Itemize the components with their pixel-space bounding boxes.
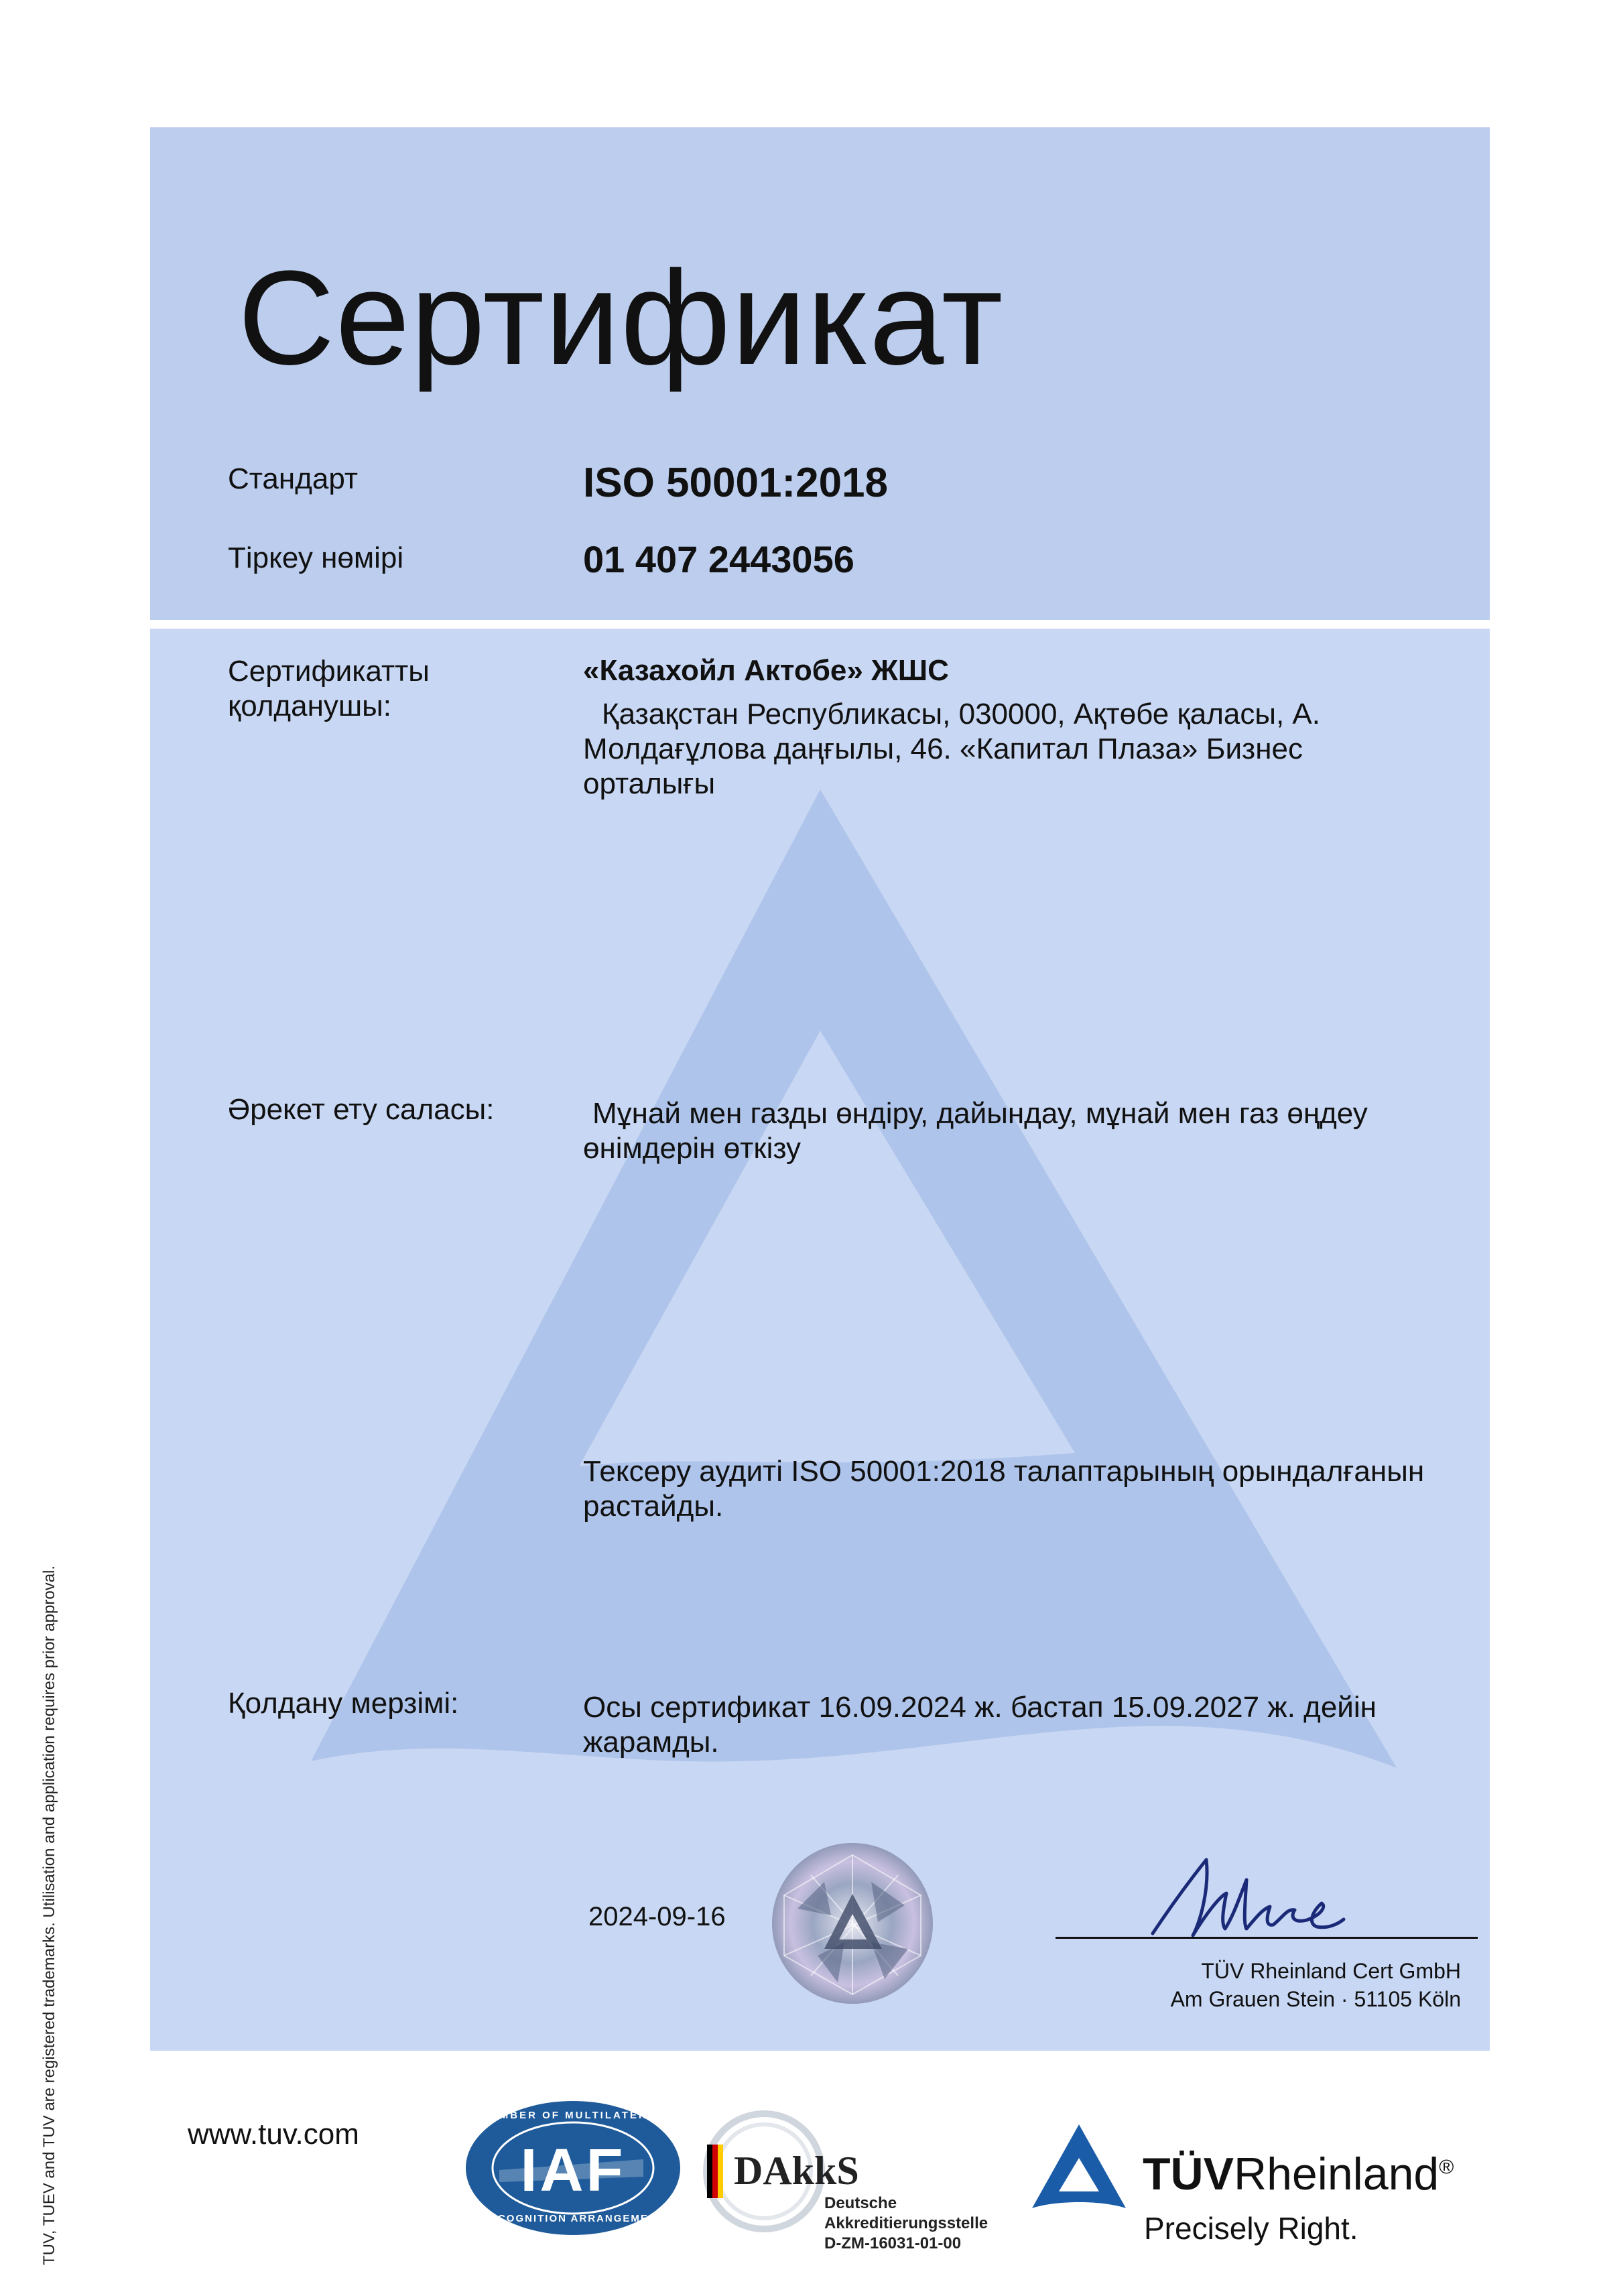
issue-date: 2024-09-16: [588, 1902, 726, 1931]
holder-label-line2: қолданушы:: [228, 690, 392, 722]
certificate-body-band: [150, 629, 1490, 2051]
audit-line1: Тексеру аудиті ISO 50001:2018 талаптарының орындалғанын: [583, 1455, 1425, 1488]
dakks-details: [824, 2193, 988, 2254]
signature: [1146, 1850, 1347, 1943]
scope-line1: Мұнай мен газды өндіру, дайындау, мұнай мен газ өңдеу: [592, 1097, 1368, 1130]
tuv-brand-bold: TÜV: [1143, 2149, 1234, 2199]
iaf-ring-bottom: RECOGNITION ARRANGEMENT: [481, 2213, 665, 2224]
tuv-registered-mark: ®: [1439, 2156, 1454, 2179]
standard-label: Стандарт: [228, 462, 359, 495]
holder-label-line1: Сертификатты: [228, 655, 430, 688]
certificate-title: Сертификат: [238, 243, 1004, 393]
hologram-seal: [771, 1842, 935, 2006]
trademark-side-note: TUV, TUEV and TUV are registered trademarks. Utilisation and application requires prior approval.: [40, 1565, 58, 2265]
tuv-brand: [1143, 2148, 1454, 2200]
validity-text: [583, 1690, 1377, 1760]
validity-line1: Осы сертификат 16.09.2024 ж. бастап 15.09.2027 ж. дейін: [583, 1691, 1377, 1724]
issuer-name: TÜV Rheinland Cert GmbH: [1201, 1959, 1461, 1983]
iaf-logo: [462, 2098, 684, 2238]
website-link[interactable]: www.tuv.com: [188, 2118, 359, 2151]
standard-value: ISO 50001:2018: [583, 460, 889, 506]
tuv-brand-regular: Rheinland: [1234, 2149, 1440, 2199]
scope-line2: өнімдерін өткізу: [583, 1132, 802, 1165]
signature-line: [1056, 1937, 1478, 1939]
registration-number: 01 407 2443056: [583, 538, 854, 580]
iaf-text: IAF: [520, 2137, 626, 2204]
scope-label: Әрекет ету саласы:: [228, 1093, 495, 1126]
holder-label: [228, 654, 430, 724]
holder-address-line2: Молдағұлова даңғылы, 46. «Капитал Плаза» Бизнес: [583, 732, 1303, 765]
tuv-slogan: Precisely Right.: [1144, 2211, 1358, 2246]
registration-label: Тіркеу нөмірі: [228, 541, 404, 574]
holder-address: [583, 697, 1320, 802]
holder-name: «Казахойл Актобе» ЖШС: [583, 654, 949, 687]
validity-label: Қолдану мерзімі:: [228, 1687, 459, 1720]
tuv-triangle-logo: [1029, 2121, 1129, 2212]
audit-line2: растайды.: [583, 1490, 724, 1523]
audit-statement: [583, 1454, 1424, 1524]
issuer-address: Am Grauen Stein · 51105 Köln: [1170, 1987, 1461, 2011]
dakks-line3: D-ZM-16031-01-00: [824, 2234, 962, 2252]
validity-line2: жарамды.: [583, 1726, 719, 1759]
dakks-logo: [700, 2108, 1015, 2262]
iaf-ring-top: MEMBER OF MULTILATERAL: [481, 2110, 665, 2121]
issuer-block: [1159, 1957, 1461, 2013]
dakks-line2: Akkreditierungsstelle: [824, 2214, 988, 2232]
dakks-line1: Deutsche: [824, 2194, 897, 2212]
scope-text: [583, 1096, 1368, 1166]
dakks-name: DAkkS: [734, 2149, 859, 2193]
tuv-triangle-watermark: [150, 629, 1490, 2051]
holder-address-line1: Қазақстан Республикасы, 030000, Ақтөбе қаласы, А.: [602, 698, 1321, 730]
holder-address-line3: орталығы: [583, 767, 716, 800]
